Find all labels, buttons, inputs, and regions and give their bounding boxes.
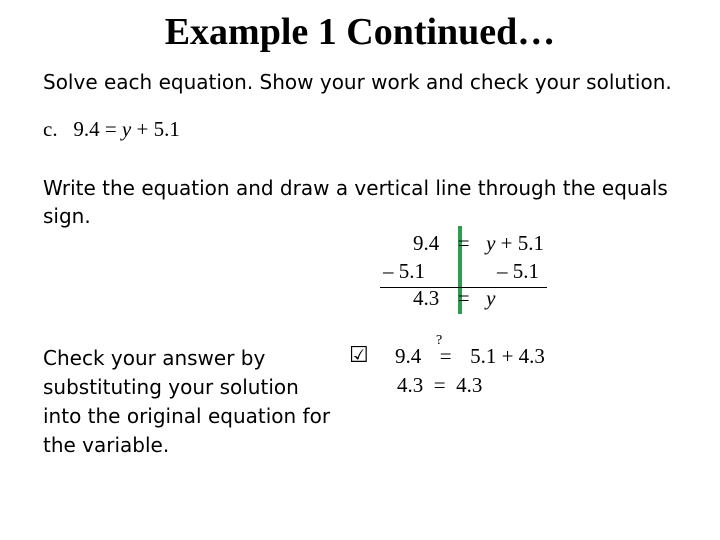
work-row1-left: 9.4 [413,231,440,255]
problem-lhs: 9.4 = [73,117,122,141]
instruction-text: Solve each equation. Show your work and check your solution. [43,70,672,94]
check-row1-left: 9.4 [395,344,422,368]
checkmark-box-icon: ☑ [349,342,369,367]
question-mark: ? [436,333,443,348]
problem-variable: y [121,117,132,141]
work-row-2-left: – 5.1 [383,259,425,283]
check-row1-right: 5.1 + 4.3 [470,344,545,368]
slide-title: Example 1 Continued… [164,11,556,53]
work-row1-right: + 5.1 [500,231,545,255]
work-row-1 [413,231,544,256]
work-row-3 [413,286,495,311]
check-row-2: 4.3 = 4.3 [397,373,483,397]
step-instruction: Write the equation and draw a vertical line through the equals sign. [43,176,668,228]
work-row1-variable: y [486,231,496,255]
work-row-2-right: – 5.1 [497,259,539,283]
problem-rhs: + 5.1 [131,117,180,141]
problem-statement [43,117,180,142]
work-row3-equals: = [457,286,470,310]
problem-label: c. [43,117,58,141]
check-row1-equals: = [439,344,452,368]
work-row3-left: 4.3 [413,286,440,310]
work-row1-equals: = [457,231,470,255]
check-row-1 [395,344,545,369]
check-instruction: Check your answer by substituting your solution into the original equation for the variable. [43,346,331,457]
work-row3-variable: y [486,286,496,310]
